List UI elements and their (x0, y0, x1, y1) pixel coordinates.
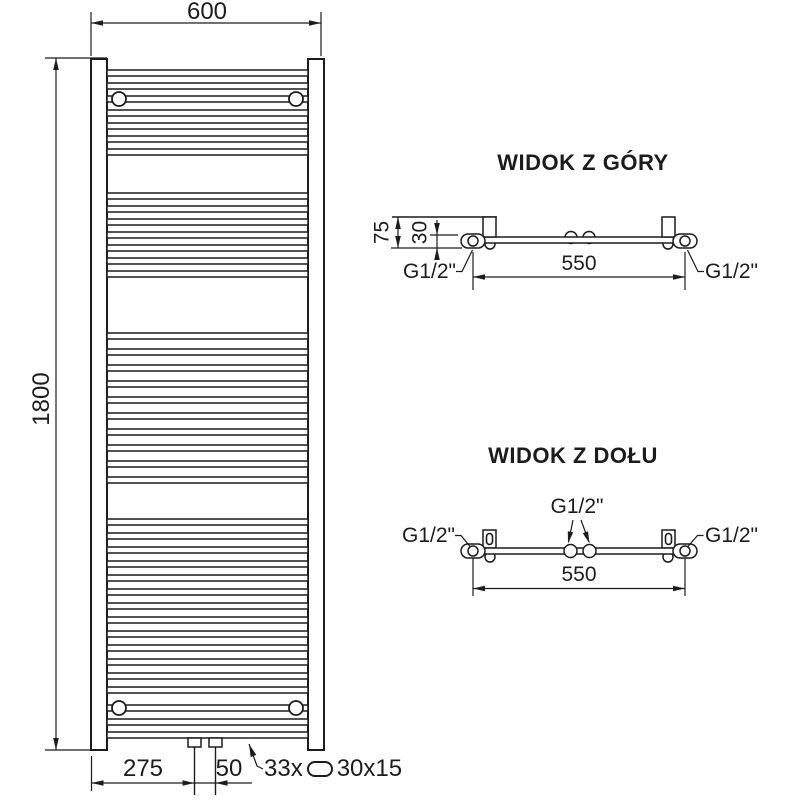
radiator-rung (107, 149, 308, 155)
radiator-rung (107, 477, 308, 483)
tube-profile-oval-icon (307, 761, 333, 777)
radiator-rung (107, 349, 308, 355)
dim-1800-label: 1800 (28, 372, 55, 426)
tube-count-label (264, 756, 402, 782)
right-collector-tube (308, 59, 324, 750)
wall-bracket-with-slot (662, 530, 675, 548)
radiator-rung (107, 96, 308, 102)
radiator-rung (107, 271, 308, 277)
radiator-rung (107, 258, 308, 264)
side-fitting (461, 544, 485, 558)
radiator-rung (107, 561, 308, 567)
radiator-rung (107, 659, 308, 665)
radiator-rung (107, 687, 308, 693)
radiator-rung (107, 110, 308, 116)
radiator-rung (107, 719, 308, 725)
radiator-rung (107, 519, 308, 525)
radiator-rung (107, 445, 308, 451)
radiator-rung (107, 206, 308, 212)
side-fitting (673, 544, 697, 558)
radiator-rung (107, 70, 308, 76)
radiator-rung (107, 732, 308, 738)
radiator-rung (107, 136, 308, 142)
radiator-rung (107, 219, 308, 225)
radiator-rung (107, 123, 308, 129)
radiator-rung (107, 547, 308, 553)
bottom-view-title: WIDOK Z DOŁU (488, 443, 658, 468)
tube-profile-text: 30x15 (336, 755, 403, 782)
thread-leader-right (688, 250, 705, 272)
tube-count-text: 33x (264, 755, 303, 782)
thread-label-top-left: G1/2" (403, 260, 456, 283)
side-fitting (673, 234, 697, 248)
radiator-rung (107, 365, 308, 371)
center-connection (583, 545, 596, 558)
radiator-rung (107, 589, 308, 595)
radiator-rung (107, 83, 308, 89)
dim-30-label: 30 (408, 220, 432, 245)
side-fitting (461, 234, 485, 248)
wall-bracket (483, 217, 496, 237)
thread-label-top-right: G1/2" (705, 260, 758, 283)
radiator-rung (107, 333, 308, 339)
dim-600-label: 600 (186, 0, 228, 25)
dim-550-bottom-label: 550 (561, 563, 597, 586)
dim-30-lines (430, 220, 458, 260)
thread-label-bottom-center: G1/2" (550, 495, 604, 518)
radiator-rung (107, 645, 308, 651)
radiator-rung (107, 533, 308, 539)
wall-bracket (662, 217, 675, 237)
dim-550-top-label: 550 (561, 252, 597, 275)
radiator-rung (107, 429, 308, 435)
radiator-bar (468, 548, 690, 554)
dim-75-label: 75 (370, 220, 394, 245)
bottom-view-drawing (461, 530, 697, 562)
radiator-rung (107, 673, 308, 679)
radiator-rung (107, 705, 308, 711)
wall-bracket-with-slot (483, 530, 496, 548)
left-collector-tube (91, 59, 107, 750)
thread-label-bottom-right: G1/2" (705, 524, 758, 547)
radiator-rung (107, 575, 308, 581)
radiator-rung (107, 413, 308, 419)
radiator-rung (107, 381, 308, 387)
center-connection (564, 545, 577, 558)
radiator-rung (107, 461, 308, 467)
dim-50-label: 50 (215, 755, 243, 782)
radiator-rung (107, 617, 308, 623)
radiator-rung (107, 631, 308, 637)
top-view-title: WIDOK Z GÓRY (497, 150, 669, 175)
radiator-bar (468, 237, 690, 243)
radiator-rung (107, 245, 308, 251)
radiator-rung (107, 232, 308, 238)
radiator-rung (107, 603, 308, 609)
dim-275-label: 275 (122, 755, 164, 782)
front-view-radiator (91, 59, 324, 795)
thread-label-bottom-left: G1/2" (402, 524, 455, 547)
thread-leader-left (456, 250, 473, 272)
dim-75-lines (395, 217, 401, 248)
radiator-rung (107, 193, 308, 199)
top-view-drawing (392, 217, 697, 249)
radiator-rung (107, 397, 308, 403)
rung-field (107, 70, 308, 738)
thread-leader-center (568, 520, 590, 544)
